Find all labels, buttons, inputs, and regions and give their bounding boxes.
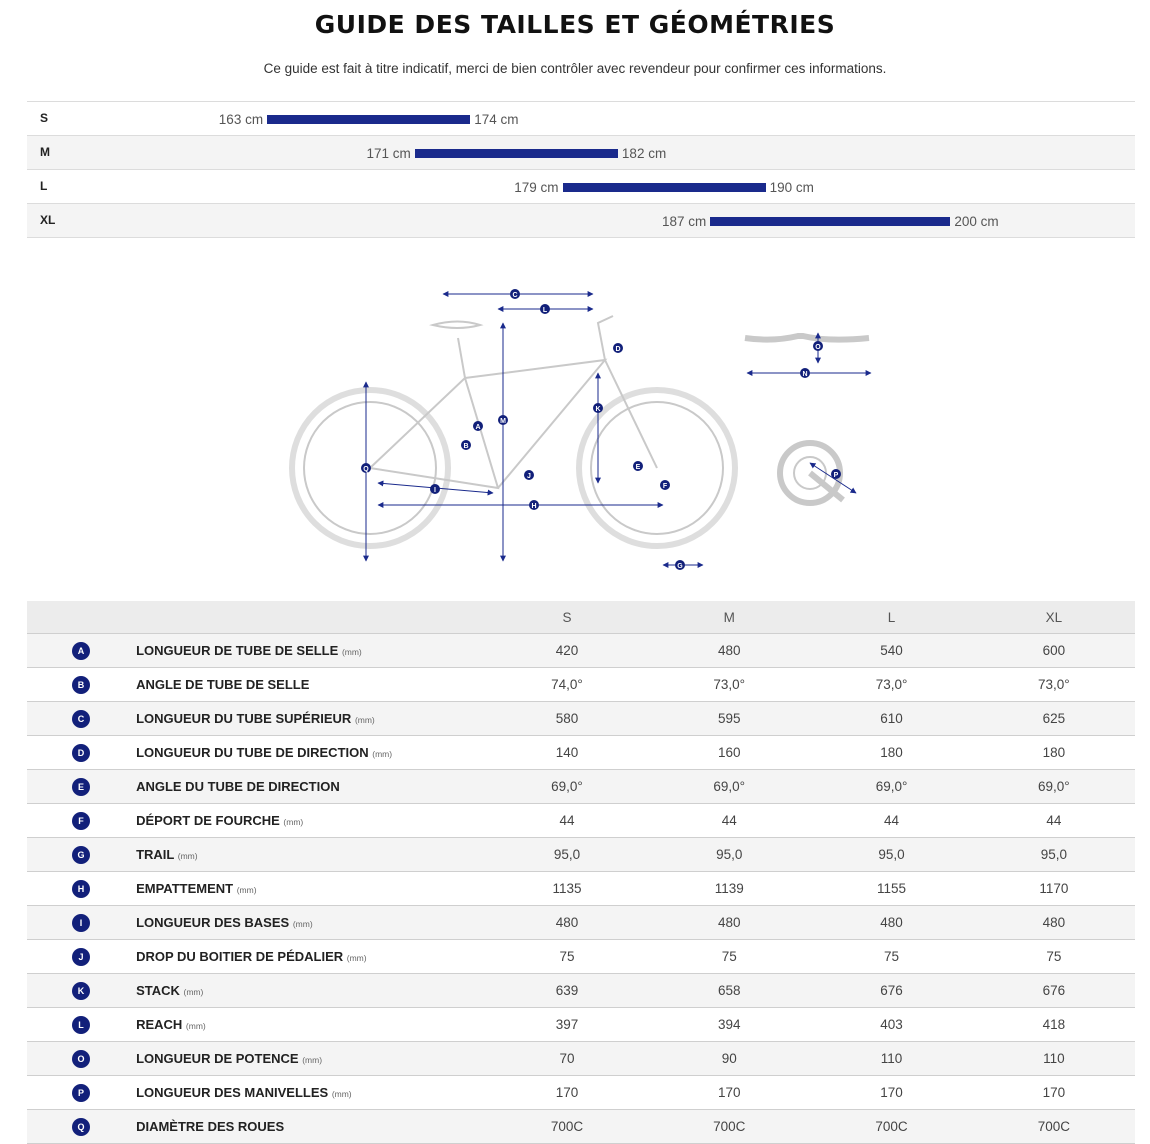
- value-cell: 595: [648, 702, 810, 736]
- handlebar-detail: [745, 333, 871, 373]
- svg-text:K: K: [595, 406, 601, 413]
- crankset-detail: [780, 443, 856, 503]
- page-subtitle: Ce guide est fait à titre indicatif, merci de bien contrôler avec revendeur pour confirmer ces informations.: [263, 61, 887, 76]
- range-min: 179 cm: [514, 180, 559, 195]
- size-label: M: [40, 145, 50, 159]
- size-row: [27, 204, 1135, 238]
- range-bar: [415, 149, 618, 158]
- measure-name: ANGLE DE TUBE DE SELLE: [136, 677, 310, 692]
- measure-name: LONGUEUR DES MANIVELLES: [136, 1085, 329, 1100]
- value-cell: 75: [648, 940, 810, 974]
- measure-unit: (mm): [302, 1055, 323, 1065]
- geometry-table: [27, 601, 1135, 1144]
- value-cell: 140: [486, 736, 648, 770]
- value-cell: 95,0: [973, 838, 1135, 872]
- code-badge: F: [72, 812, 90, 830]
- measure-name: TRAIL: [136, 847, 175, 862]
- diagram-markers: [361, 289, 841, 570]
- code-cell: [27, 736, 135, 770]
- value-cell: 95,0: [648, 838, 810, 872]
- range-max: 190 cm: [769, 180, 814, 195]
- measure-name-cell: [135, 736, 486, 770]
- value-cell: 480: [486, 906, 648, 940]
- svg-text:H: H: [531, 503, 537, 510]
- value-cell: 700C: [648, 1110, 810, 1144]
- code-badge: I: [72, 914, 90, 932]
- measure-name: STACK: [136, 983, 180, 998]
- value-cell: 69,0°: [810, 770, 972, 804]
- range-min: 171 cm: [366, 146, 411, 161]
- value-cell: 44: [648, 804, 810, 838]
- svg-text:G: G: [677, 563, 683, 570]
- measure-unit: (mm): [372, 749, 393, 759]
- value-cell: 1135: [486, 872, 648, 906]
- range-min: 163 cm: [218, 112, 264, 127]
- value-cell: 480: [973, 906, 1135, 940]
- range-max: 174 cm: [474, 112, 519, 127]
- value-cell: 180: [973, 736, 1135, 770]
- value-cell: 420: [486, 634, 648, 668]
- code-badge: E: [72, 778, 90, 796]
- range-bar: [710, 217, 950, 226]
- table-row: [27, 940, 1135, 974]
- table-row: [27, 634, 1135, 668]
- code-cell: [27, 634, 135, 668]
- svg-text:P: P: [833, 472, 839, 479]
- svg-text:L: L: [542, 307, 548, 314]
- value-cell: 75: [973, 940, 1135, 974]
- table-row: [27, 838, 1135, 872]
- value-cell: 403: [810, 1008, 972, 1042]
- measure-name-cell: [135, 1042, 486, 1076]
- value-cell: 580: [486, 702, 648, 736]
- value-cell: 639: [486, 974, 648, 1008]
- bike-geometry-diagram: [283, 278, 883, 578]
- value-cell: 480: [810, 906, 972, 940]
- measure-name-cell: [135, 838, 486, 872]
- code-cell: [27, 804, 135, 838]
- svg-text:J: J: [527, 473, 531, 480]
- diagram-marker: [831, 469, 841, 479]
- table-row: [27, 974, 1135, 1008]
- code-cell: [27, 1042, 135, 1076]
- value-cell: 540: [810, 634, 972, 668]
- diagram-marker: [461, 440, 471, 450]
- measure-unit: (mm): [331, 1089, 352, 1099]
- table-row: [27, 736, 1135, 770]
- value-cell: 170: [973, 1076, 1135, 1110]
- value-cell: 397: [486, 1008, 648, 1042]
- code-badge: P: [72, 1084, 90, 1102]
- code-cell: [27, 974, 135, 1008]
- value-cell: 69,0°: [973, 770, 1135, 804]
- range-max: 200 cm: [954, 214, 999, 229]
- measure-name-cell: [135, 872, 486, 906]
- dimension-lines: [366, 294, 703, 565]
- svg-text:M: M: [500, 418, 506, 425]
- svg-text:N: N: [802, 371, 808, 378]
- measure-name: LONGUEUR DES BASES: [136, 915, 290, 930]
- diagram-marker: [524, 470, 534, 480]
- measure-name: REACH: [136, 1017, 183, 1032]
- value-cell: 700C: [810, 1110, 972, 1144]
- measure-name-cell: [135, 770, 486, 804]
- size-label: XL: [40, 213, 56, 227]
- column-header: M: [648, 601, 810, 634]
- range-max: 182 cm: [621, 146, 667, 161]
- svg-text:F: F: [662, 483, 668, 490]
- value-cell: 110: [973, 1042, 1135, 1076]
- value-cell: 676: [810, 974, 972, 1008]
- size-row: [27, 101, 1135, 136]
- diagram-marker: [675, 560, 685, 570]
- table-row: [27, 1008, 1135, 1042]
- value-cell: 44: [810, 804, 972, 838]
- svg-text:C: C: [512, 292, 518, 299]
- value-cell: 676: [973, 974, 1135, 1008]
- diagram-marker: [613, 343, 623, 353]
- measure-unit: (mm): [177, 851, 198, 861]
- value-cell: 74,0°: [486, 668, 648, 702]
- value-cell: 69,0°: [486, 770, 648, 804]
- measure-name: LONGUEUR DE TUBE DE SELLE: [136, 643, 339, 658]
- svg-text:Q: Q: [363, 466, 369, 473]
- measure-unit: (mm): [292, 919, 313, 929]
- measure-name-cell: [135, 1076, 486, 1110]
- diagram-marker: [529, 500, 539, 510]
- value-cell: 180: [810, 736, 972, 770]
- measure-name: DIAMÈTRE DES ROUES: [136, 1119, 285, 1134]
- measure-unit: (mm): [236, 885, 257, 895]
- code-cell: [27, 906, 135, 940]
- value-cell: 700C: [486, 1110, 648, 1144]
- page-title: GUIDE DES TAILLES ET GÉOMÉTRIES: [314, 10, 836, 39]
- diagram-marker: [473, 421, 483, 431]
- table-row: [27, 804, 1135, 838]
- value-cell: 70: [486, 1042, 648, 1076]
- value-cell: 1170: [973, 872, 1135, 906]
- code-badge: A: [72, 642, 90, 660]
- header-blank: [135, 601, 486, 634]
- code-cell: [27, 940, 135, 974]
- value-cell: 73,0°: [648, 668, 810, 702]
- value-cell: 44: [486, 804, 648, 838]
- code-badge: B: [72, 676, 90, 694]
- diagram-marker: [361, 463, 371, 473]
- value-cell: 73,0°: [973, 668, 1135, 702]
- size-label: S: [40, 111, 49, 125]
- value-cell: 75: [486, 940, 648, 974]
- size-row: [27, 170, 1135, 204]
- measure-unit: (mm): [183, 987, 204, 997]
- value-cell: 69,0°: [648, 770, 810, 804]
- size-label: L: [40, 179, 48, 193]
- table-row: [27, 1042, 1135, 1076]
- measure-unit: (mm): [341, 647, 362, 657]
- measure-name: LONGUEUR DU TUBE SUPÉRIEUR: [136, 711, 352, 726]
- code-cell: [27, 770, 135, 804]
- column-header: L: [810, 601, 972, 634]
- value-cell: 394: [648, 1008, 810, 1042]
- code-badge: G: [72, 846, 90, 864]
- svg-text:B: B: [463, 443, 469, 450]
- value-cell: 480: [648, 634, 810, 668]
- code-badge: H: [72, 880, 90, 898]
- code-badge: C: [72, 710, 90, 728]
- value-cell: 480: [648, 906, 810, 940]
- value-cell: 170: [648, 1076, 810, 1110]
- measure-name: ANGLE DU TUBE DE DIRECTION: [136, 779, 340, 794]
- measure-name: LONGUEUR DU TUBE DE DIRECTION: [136, 745, 369, 760]
- size-row: [27, 136, 1135, 170]
- value-cell: 600: [973, 634, 1135, 668]
- diagram-marker: [593, 403, 603, 413]
- measure-name-cell: [135, 1008, 486, 1042]
- value-cell: 95,0: [486, 838, 648, 872]
- table-row: [27, 668, 1135, 702]
- measure-unit: (mm): [354, 715, 375, 725]
- bike-outline: [292, 316, 735, 546]
- value-cell: 170: [810, 1076, 972, 1110]
- measure-name-cell: [135, 906, 486, 940]
- diagram-marker: [633, 461, 643, 471]
- table-row: [27, 1076, 1135, 1110]
- size-range-table: [27, 101, 1135, 238]
- value-cell: 610: [810, 702, 972, 736]
- diagram-marker: [430, 484, 440, 494]
- value-cell: 95,0: [810, 838, 972, 872]
- measure-unit: (mm): [346, 953, 367, 963]
- range-bar: [267, 115, 470, 124]
- code-cell: [27, 668, 135, 702]
- range-bar: [563, 183, 766, 192]
- value-cell: 700C: [973, 1110, 1135, 1144]
- code-cell: [27, 1008, 135, 1042]
- measure-name-cell: [135, 634, 486, 668]
- measure-name-cell: [135, 702, 486, 736]
- code-badge: O: [72, 1050, 90, 1068]
- svg-text:O: O: [815, 344, 821, 351]
- code-cell: [27, 1076, 135, 1110]
- measure-name: DÉPORT DE FOURCHE: [136, 813, 280, 828]
- code-badge: J: [72, 948, 90, 966]
- header-blank: [27, 601, 135, 634]
- value-cell: 90: [648, 1042, 810, 1076]
- column-header: S: [486, 601, 648, 634]
- table-row: [27, 906, 1135, 940]
- table-row: [27, 702, 1135, 736]
- code-badge: L: [72, 1016, 90, 1034]
- value-cell: 160: [648, 736, 810, 770]
- table-header-row: [27, 601, 1135, 634]
- range-min: 187 cm: [662, 214, 707, 229]
- code-cell: [27, 872, 135, 906]
- table-row: [27, 770, 1135, 804]
- diagram-marker: [510, 289, 520, 299]
- value-cell: 170: [486, 1076, 648, 1110]
- diagram-marker: [813, 341, 823, 351]
- code-cell: [27, 702, 135, 736]
- value-cell: 73,0°: [810, 668, 972, 702]
- value-cell: 1155: [810, 872, 972, 906]
- column-header: XL: [973, 601, 1135, 634]
- value-cell: 625: [973, 702, 1135, 736]
- value-cell: 418: [973, 1008, 1135, 1042]
- table-row: [27, 872, 1135, 906]
- code-badge: D: [72, 744, 90, 762]
- value-cell: 1139: [648, 872, 810, 906]
- value-cell: 75: [810, 940, 972, 974]
- svg-text:D: D: [615, 346, 621, 353]
- code-badge: Q: [72, 1118, 90, 1136]
- code-badge: K: [72, 982, 90, 1000]
- measure-name: LONGUEUR DE POTENCE: [136, 1051, 299, 1066]
- svg-text:A: A: [475, 424, 481, 431]
- measure-name: EMPATTEMENT: [136, 881, 234, 896]
- diagram-marker: [540, 304, 550, 314]
- svg-text:I: I: [434, 487, 436, 494]
- measure-name: DROP DU BOITIER DE PÉDALIER: [136, 949, 344, 964]
- value-cell: 110: [810, 1042, 972, 1076]
- svg-text:E: E: [635, 464, 641, 471]
- diagram-marker: [660, 480, 670, 490]
- value-cell: 658: [648, 974, 810, 1008]
- measure-unit: (mm): [185, 1021, 206, 1031]
- diagram-marker: [498, 415, 508, 425]
- measure-name-cell: [135, 804, 486, 838]
- value-cell: 44: [973, 804, 1135, 838]
- diagram-marker: [800, 368, 810, 378]
- measure-unit: (mm): [283, 817, 304, 827]
- measure-name-cell: [135, 974, 486, 1008]
- measure-name-cell: [135, 668, 486, 702]
- code-cell: [27, 838, 135, 872]
- measure-name-cell: [135, 940, 486, 974]
